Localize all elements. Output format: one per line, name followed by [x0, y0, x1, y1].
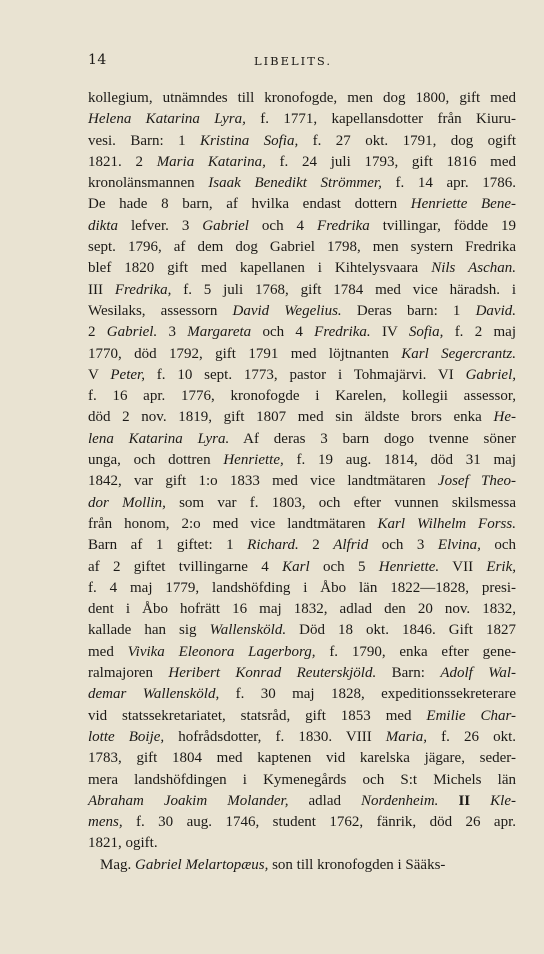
text-segment: kallade han sig [88, 622, 210, 639]
text-line [88, 258, 516, 279]
text-segment: f. 1771, kapellansdotter från Kiuru- [245, 111, 516, 128]
text-segment: från honom, 2:o med vice landtmätaren [88, 515, 378, 532]
text-line [88, 450, 516, 471]
italic-name: mens, [88, 814, 123, 831]
text-segment: 1821, ogift. [88, 835, 158, 852]
text-segment: VII [439, 558, 487, 575]
italic-name: Heribert Konrad Reuterskjöld. [168, 665, 377, 682]
italic-name: dor Mollin, [88, 494, 166, 511]
text-line [88, 620, 516, 641]
text-line [88, 109, 516, 130]
text-segment: V [88, 366, 111, 383]
text-line [88, 365, 516, 386]
text-segment: f. 30 aug. 1746, student 1762, fänrik, död 26 apr. [122, 814, 516, 831]
text-segment: f. 5 juli 1768, gift 1784 med vice häradsh. i [171, 281, 516, 298]
italic-name: Kle- [490, 792, 516, 809]
italic-name: Gabriel. [106, 324, 158, 341]
text-segment: 1842, var gift 1:o 1833 med vice landtmätaren [88, 473, 438, 490]
running-title: LIBELITS. [254, 54, 332, 68]
text-line [88, 194, 516, 215]
italic-name: Henriette Bene- [410, 196, 516, 213]
italic-name: David. [475, 302, 516, 319]
text-segment: Mag. [100, 856, 135, 873]
text-line [88, 791, 516, 812]
text-segment: f. 10 sept. 1773, pastor i Tohmajärvi. VI [144, 366, 466, 383]
text-segment: och 4 [251, 324, 315, 341]
text-line [88, 535, 516, 556]
text-segment: Död 18 okt. 1846. Gift 1827 [286, 622, 516, 639]
text-segment: son till kronofogden i Sääks- [268, 856, 446, 873]
text-segment: med [88, 643, 128, 660]
text-segment: f. 27 okt. 1791, dog ogift [298, 132, 516, 149]
text-line [88, 578, 516, 599]
text-segment: och [480, 537, 516, 554]
italic-name: Karl [282, 558, 310, 575]
text-segment: 1770, död 1792, gift 1791 med löjtnanten [88, 345, 402, 362]
text-segment: lefver. 3 [118, 217, 203, 234]
text-line [88, 642, 516, 663]
text-segment: hofrådsdotter, f. 1830. VIII [164, 728, 386, 745]
italic-name: Vivika Eleonora Lagerborg, [127, 643, 316, 660]
text-segment: mera landshöfdingen i Kymenegårds och S:t Michels län [88, 771, 516, 788]
italic-name: lotte Boije, [88, 728, 165, 745]
text-segment: f. 1790, enka efter gene- [315, 643, 516, 660]
italic-name: Wallensköld. [209, 622, 287, 639]
text-line [88, 663, 516, 684]
text-line [88, 322, 516, 343]
text-line [88, 833, 516, 854]
text-segment: och 3 [368, 537, 438, 554]
italic-name: Karl Wilhelm Forss. [377, 515, 516, 532]
text-segment: död 2 nov. 1819, gift 1807 med sin äldste brors enka [88, 409, 494, 426]
italic-name: Gabriel [202, 217, 249, 234]
text-segment: kollegium, utnämndes till kronofogde, men dog 1800, gift med [88, 90, 516, 106]
italic-name: Gabriel Melartopæus, [135, 856, 269, 873]
italic-name: Adolf Wal- [440, 665, 516, 682]
text-segment: 1783, gift 1804 med kaptenen vid karelska jägare, seder- [88, 750, 516, 767]
italic-name: Isaak Benedikt Strömmer, [208, 175, 382, 192]
text-segment: 3 [157, 324, 188, 341]
italic-name: dikta [88, 217, 118, 234]
text-line [88, 88, 516, 109]
text-segment: unga, och dottren [88, 452, 224, 469]
italic-name: He- [493, 409, 516, 426]
body-text [88, 88, 516, 876]
text-line [88, 727, 516, 748]
text-segment: II [438, 792, 471, 809]
page-number: 14 [88, 52, 107, 68]
text-segment: ralmajoren [88, 665, 169, 682]
text-segment: f. 30 maj 1828, expeditionssekreterare [219, 686, 517, 703]
text-segment: 1821. 2 [88, 153, 157, 170]
text-line [88, 599, 516, 620]
text-segment: 2 [88, 324, 107, 341]
italic-name: Peter, [110, 366, 145, 383]
italic-name: Erik, [486, 558, 516, 575]
italic-name: Henriette, [223, 452, 284, 469]
text-line [88, 748, 516, 769]
text-line [88, 344, 516, 365]
text-line [88, 280, 516, 301]
text-line [88, 471, 516, 492]
text-segment: vid statssekretariatet, statsråd, gift 1853 med [88, 707, 427, 724]
text-segment: Wesilaks, assessorn [88, 302, 233, 319]
italic-name: Fredrika, [114, 281, 172, 298]
text-segment: Af deras 3 barn dogo tvenne söner [229, 430, 516, 447]
text-line [88, 301, 516, 322]
italic-name: Maria, [385, 728, 428, 745]
text-segment: och 5 [309, 558, 379, 575]
text-segment: III [88, 281, 115, 298]
text-line [88, 152, 516, 173]
italic-name: Kristina Sofia, [200, 132, 299, 149]
italic-name: demar Wallensköld, [88, 686, 220, 703]
italic-name: Fredrika. [314, 324, 371, 341]
text-segment: f. 16 apr. 1776, kronofogde i Karelen, kollegii assessor, [88, 388, 516, 405]
text-segment: f. 14 apr. 1786. [381, 175, 517, 192]
text-line [88, 514, 516, 535]
italic-name: Nils Aschan. [431, 260, 516, 277]
italic-name: Margareta [187, 324, 252, 341]
italic-name: Alfrid [333, 537, 369, 554]
text-segment: af 2 giftet tvillingarne 4 [88, 558, 283, 575]
text-segment: tvillingar, födde 19 [369, 217, 516, 234]
text-segment: f. 24 juli 1793, gift 1816 med [265, 153, 517, 170]
text-line [88, 557, 516, 578]
text-segment: och 4 [248, 217, 318, 234]
text-line [88, 706, 516, 727]
italic-name: David Wegelius. [232, 302, 342, 319]
text-segment: kronolänsmannen [88, 175, 209, 192]
text-line [88, 429, 516, 450]
text-segment: sept. 1796, af dem dog Gabriel 1798, men systern Fredrika [88, 239, 516, 256]
text-segment: adlad [288, 792, 362, 809]
text-segment: dent i Åbo hofrätt 16 maj 1832, adlad den 20 nov. 1832, [88, 601, 516, 618]
text-segment: f. 19 aug. 1814, död 31 maj [283, 452, 516, 469]
italic-name: Richard. [247, 537, 299, 554]
italic-name: Fredrika [317, 217, 370, 234]
text-segment: f. 2 maj [443, 324, 516, 341]
text-line [88, 173, 516, 194]
text-segment: vesi. Barn: 1 [88, 132, 201, 149]
text-segment: som var f. 1803, och efter vunnen skilsmessa [165, 494, 516, 511]
text-segment: blef 1820 gift med kapellanen i Kihtelysvaara [88, 260, 432, 277]
text-line [88, 131, 516, 152]
italic-name: Henriette. [378, 558, 440, 575]
italic-name: lena Katarina Lyra. [88, 430, 230, 447]
text-segment: f. 26 okt. [427, 728, 516, 745]
text-segment: Barn: [376, 665, 441, 682]
text-line [88, 684, 516, 705]
text-segment: De hade 8 barn, af hvilka endast dottern [88, 196, 411, 213]
text-line [88, 770, 516, 791]
italic-name: Elvina, [437, 537, 481, 554]
text-segment: f. 4 maj 1779, landshöfding i Åbo län 1822—1828, presi- [88, 579, 516, 596]
text-segment: IV [370, 324, 409, 341]
italic-name: Karl Segercrantz. [401, 345, 516, 362]
text-line [88, 216, 516, 237]
italic-name: Nordenheim. [361, 792, 439, 809]
text-line [88, 237, 516, 258]
text-line [88, 386, 516, 407]
text-line [88, 407, 516, 428]
italic-name: Gabriel, [465, 366, 516, 383]
italic-name: Josef Theo- [437, 473, 516, 490]
text-segment: 2 [298, 537, 334, 554]
page-header [0, 52, 544, 72]
italic-name: Sofia, [408, 324, 444, 341]
text-line [88, 855, 516, 876]
text-line [88, 493, 516, 514]
text-segment: Barn af 1 giftet: 1 [88, 537, 248, 554]
text-segment: Deras barn: 1 [341, 302, 476, 319]
italic-name: Helena Katarina Lyra, [88, 111, 246, 128]
italic-name: Maria Katarina, [156, 153, 266, 170]
text-line [88, 812, 516, 833]
italic-name: Emilie Char- [426, 707, 516, 724]
text-segment [470, 793, 490, 809]
italic-name: Abraham Joakim Molander, [88, 792, 289, 809]
